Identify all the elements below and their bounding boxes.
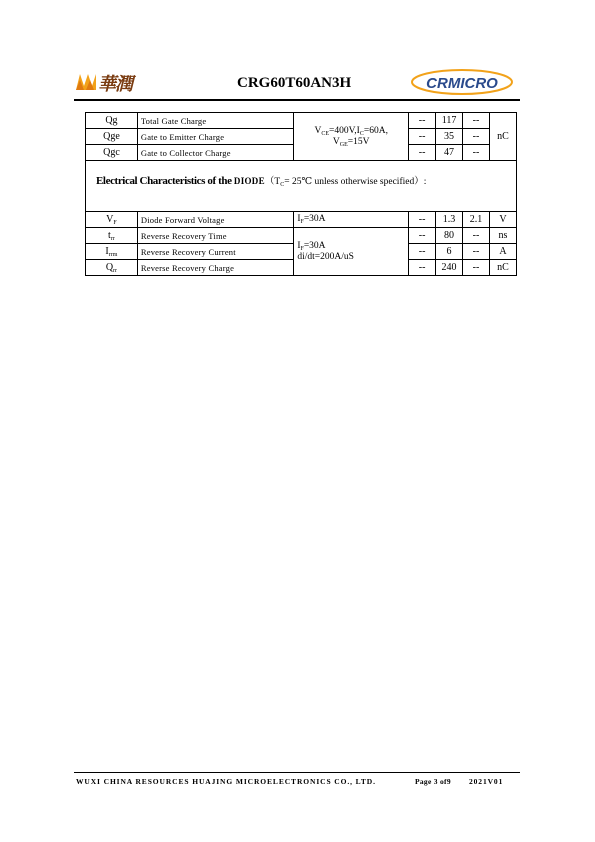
unit-cell: nC xyxy=(489,260,516,276)
description-cell: Gate to Emitter Charge xyxy=(137,129,293,145)
huajing-logo xyxy=(74,68,144,94)
footer-rule xyxy=(74,772,520,773)
min-cell: -- xyxy=(409,260,436,276)
table-row xyxy=(86,212,517,228)
crmicro-logo-icon xyxy=(410,68,514,96)
huajing-logo-text: 華潤 xyxy=(98,74,132,95)
table-row xyxy=(86,228,517,244)
symbol-cell: Qge xyxy=(86,129,138,145)
min-cell: -- xyxy=(409,228,436,244)
description-cell: Reverse Recovery Time xyxy=(137,228,293,244)
min-cell: -- xyxy=(409,113,436,129)
recovery-condition-cell: $I_F=30A$ di/dt=200A/uS xyxy=(294,228,409,276)
typ-cell: 80 xyxy=(436,228,463,244)
table-row xyxy=(86,113,517,129)
max-cell: -- xyxy=(463,145,490,161)
symbol-cell: $V_F$ xyxy=(86,212,138,228)
svg-text:CRMICRO: CRMICRO xyxy=(426,75,498,92)
diode-section-title: Electrical Characteristics of the $DIODE(T_C=$ 25℃ unless otherwise specified）: xyxy=(86,161,517,212)
min-cell: -- xyxy=(409,244,436,260)
max-cell: -- xyxy=(463,129,490,145)
document-version: 2021V01 xyxy=(469,777,504,786)
min-cell: -- xyxy=(409,212,436,228)
max-cell: 2.1 xyxy=(463,212,490,228)
symbol-cell: $I_{rrm}$ xyxy=(86,244,138,260)
section-header-row xyxy=(86,161,517,212)
description-cell: Total Gate Charge xyxy=(137,113,293,129)
crmicro-logo xyxy=(410,68,514,96)
spec-table xyxy=(85,112,517,276)
header-rule xyxy=(74,99,520,101)
condition-cell: $I_F=30A$ xyxy=(294,212,409,228)
typ-cell: 6 xyxy=(436,244,463,260)
typ-cell: 117 xyxy=(436,113,463,129)
unit-cell: V xyxy=(489,212,516,228)
max-cell: -- xyxy=(463,260,490,276)
max-cell: -- xyxy=(463,228,490,244)
typ-cell: 35 xyxy=(436,129,463,145)
page-header xyxy=(74,66,520,100)
typ-cell: 1.3 xyxy=(436,212,463,228)
symbol-cell: $t_{rr}$ xyxy=(86,228,138,244)
unit-cell: nC xyxy=(489,113,516,161)
symbol-cell: Qg xyxy=(86,113,138,129)
company-name: WUXI CHINA RESOURCES HUAJING MICROELECTRONICS CO., LTD. xyxy=(76,777,376,786)
typ-cell: 240 xyxy=(436,260,463,276)
description-cell: Reverse Recovery Current xyxy=(137,244,293,260)
max-cell: -- xyxy=(463,113,490,129)
symbol-cell: Qgc xyxy=(86,145,138,161)
huajing-logo-icon xyxy=(74,68,98,94)
description-cell: Reverse Recovery Charge xyxy=(137,260,293,276)
typ-cell: 47 xyxy=(436,145,463,161)
unit-cell: ns xyxy=(489,228,516,244)
min-cell: -- xyxy=(409,145,436,161)
gate-condition-cell: $V_{CE}=400V,I_C=60A$, $V_{GE}=15V$ xyxy=(294,113,409,161)
symbol-cell: $Q_{rr}$ xyxy=(86,260,138,276)
document-title: CRG60T60AN3H xyxy=(237,75,352,91)
unit-cell: A xyxy=(489,244,516,260)
description-cell: Diode Forward Voltage xyxy=(137,212,293,228)
page-number: Page 3 of9 xyxy=(415,777,451,786)
max-cell: -- xyxy=(463,244,490,260)
description-cell: Gate to Collector Charge xyxy=(137,145,293,161)
min-cell: -- xyxy=(409,129,436,145)
